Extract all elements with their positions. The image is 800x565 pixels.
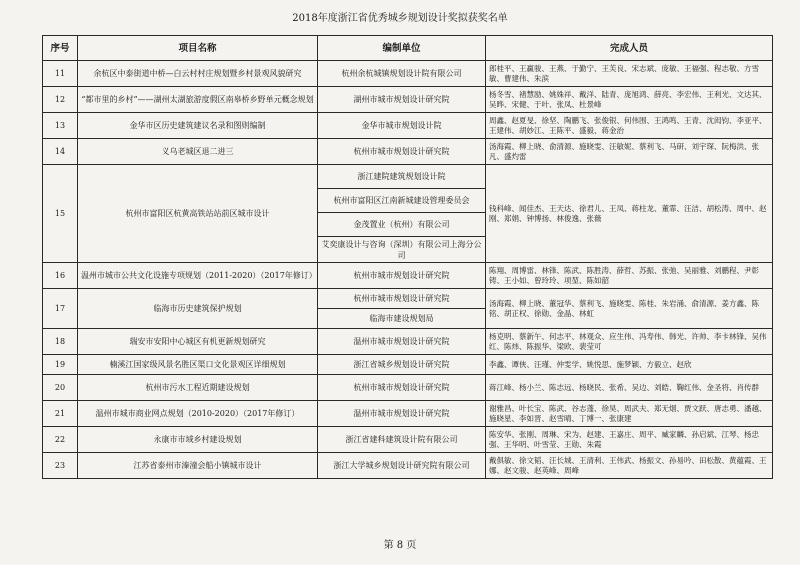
table-body [43, 61, 773, 479]
team-members: 郎桂平、王赢骏、王燕、于勤宁、王芙良、宋志斌、庞敏、王福强、程志敬、方雪敏、曹建伟、朱滨 [486, 61, 773, 87]
header-project-name: 项目名称 [78, 36, 318, 61]
compiling-unit: 温州市城市规划设计研究院 [318, 329, 486, 355]
team-members: 杨冬雪、褚慧励、姚姝祥、戴洋、陆青、庞旭鸿、薛亮、李宏伟、王利光、文达其、吴晔、宋健、于叶、张凤、杜景峰 [486, 87, 773, 113]
row-number: 13 [43, 113, 78, 139]
compiling-unit: 浙江大学城乡规划设计研究院有限公司 [318, 453, 486, 479]
team-members: 戴俱敏、徐文韬、汪长城、王清利、王伟武、杨振文、孙易吟、田松散、黄蕴霞、王娜、赵文骏、赵英峰、周峰 [486, 453, 773, 479]
project-name: 温州市城市公共文化设施专项规划（2011-2020）（2017年修订） [78, 263, 318, 289]
project-name: 金华市区历史建筑建议名录和图则编制 [78, 113, 318, 139]
compiling-unit: 艾奕康设计与咨询（深圳）有限公司上海分公司 [318, 237, 486, 263]
project-name: “都市里的乡村”——湖州太湖旅游度假区南皋桥乡野单元概念规划 [78, 87, 318, 113]
row-number: 16 [43, 263, 78, 289]
team-members: 杨克明、蔡新午、何志平、林观众、应生伟、冯寿伟、韩光、许帅、李卡林锋、吴伟红、陈炜、陈振华、梁欧、裴莹可 [486, 329, 773, 355]
team-members: 陈翔、周博雷、林锋、陈武、陈胜涛、薛哲、苏振、张弛、吴丽雅、刘鹏程、尹彰铸、王小如、曾玲玲、项堃、陈如韶 [486, 263, 773, 289]
row-number: 20 [43, 375, 78, 401]
header-team-members: 完成人员 [486, 36, 773, 61]
row-number: 19 [43, 355, 78, 375]
table-row [43, 165, 773, 189]
table-row [43, 427, 773, 453]
table-row [43, 139, 773, 165]
project-name: 瑞安市安阳中心城区有机更新规划研究 [78, 329, 318, 355]
team-members: 周鑫、赵夏旻、徐坚、陶鹏飞、张俊银、何伟围、王鸿鸣、王青、沈闳钧、李亚平、王建伟、胡妙江、王陈平、盛毅、蒋金治 [486, 113, 773, 139]
table-row [43, 453, 773, 479]
row-number: 21 [43, 401, 78, 427]
project-name: 临海市历史建筑保护规划 [78, 289, 318, 329]
table-row [43, 375, 773, 401]
row-number: 15 [43, 165, 78, 263]
row-number: 17 [43, 289, 78, 329]
compiling-unit: 临海市建设规划局 [318, 309, 486, 329]
table-row [43, 113, 773, 139]
compiling-unit: 杭州余杭城镇规划设计院有限公司 [318, 61, 486, 87]
compiling-unit: 杭州市城市规划设计研究院 [318, 263, 486, 289]
project-name: 义乌老城区退二进三 [78, 139, 318, 165]
team-members: 李鑫、谭俠、汪瑾、仲雯学、姚悦思、施梦颖、方毅立、赵欣 [486, 355, 773, 375]
compiling-unit: 金茂置业（杭州）有限公司 [318, 213, 486, 237]
project-name: 余杭区中泰街道中桥—白云村村庄规划暨乡村景观风貌研究 [78, 61, 318, 87]
table-row [43, 329, 773, 355]
compiling-unit: 温州市城市规划设计研究院 [318, 401, 486, 427]
compiling-unit: 浙江省城乡规划设计研究院 [318, 355, 486, 375]
team-members: 陈安华、张刚、周琳、宋为、赵建、王嘉庄、周平、臧家麟、孙启斌、江琴、杨忠强、王华明、叶雪莹、王勋、朱霞 [486, 427, 773, 453]
row-number: 12 [43, 87, 78, 113]
compiling-unit: 杭州市城市规划设计研究院 [318, 139, 486, 165]
project-name: 杭州市污水工程近期建设规划 [78, 375, 318, 401]
row-number: 11 [43, 61, 78, 87]
team-members: 钱科峰、闻佳杰、王天达、徐君儿、王凤、蒋柱龙、董霏、汪洁、胡松涛、周中、赵刚、郑娟、钟博扬、林俊逸、张薇 [486, 165, 773, 263]
row-number: 23 [43, 453, 78, 479]
table-row [43, 355, 773, 375]
compiling-unit: 杭州市富阳区江南新城建设管理委员会 [318, 189, 486, 213]
team-members: 汤海霞、柳上晓、董冠华、蔡利飞、施晓雯、陈桂、朱岩涌、俞清源、姜方鑫、陈铭、胡正权、徐勋、金晶、林虹 [486, 289, 773, 329]
team-members: 谢雅昌、叶长宝、陈武、谷志蓬、徐昊、周武夫、郑无烟、贾文跃、唐志勇、潘越、施晓星、李如晋、赵雪晴、丁博一、张康建 [486, 401, 773, 427]
table-row [43, 401, 773, 427]
document-title: 2018年度浙江省优秀城乡规划设计奖拟获奖名单 [292, 13, 508, 24]
row-number: 14 [43, 139, 78, 165]
header-number: 序号 [43, 36, 78, 61]
team-members: 蒋江峰、杨小兰、陈志远、杨晓民、张希、吴边、刘皓、鞠红伟、金圣将、肖传群 [486, 375, 773, 401]
project-name: 温州市城市商业网点规划（2010-2020）（2017年修订） [78, 401, 318, 427]
project-name: 杭州市富阳区杭黄高铁站站前区城市设计 [78, 165, 318, 263]
team-members: 汤海霞、柳上晓、俞清源、施晓雯、汪敏妮、蔡利飞、马研、刘宇琛、阮梅洪、张凡、盛灼雷 [486, 139, 773, 165]
table-row [43, 289, 773, 309]
project-name: 永康市市域乡村建设规划 [78, 427, 318, 453]
award-table [42, 35, 773, 479]
table-row [43, 263, 773, 289]
compiling-unit: 浙江建院建筑规划设计院 [318, 165, 486, 189]
compiling-unit: 杭州市城市规划设计研究院 [318, 375, 486, 401]
page-number: 第 8 页 [383, 540, 417, 551]
compiling-unit: 浙江省建科建筑设计院有限公司 [318, 427, 486, 453]
header-compiling-unit: 编制单位 [318, 36, 486, 61]
compiling-unit: 湖州市城市规划设计研究院 [318, 87, 486, 113]
compiling-unit: 金华市城市规划设计院 [318, 113, 486, 139]
row-number: 22 [43, 427, 78, 453]
compiling-unit: 杭州市城市规划设计研究院 [318, 289, 486, 309]
project-name: 楠溪江国家级风景名胜区渠口文化景观区详细规划 [78, 355, 318, 375]
table-row [43, 61, 773, 87]
table-row [43, 87, 773, 113]
table-header-row [43, 36, 773, 61]
row-number: 18 [43, 329, 78, 355]
project-name: 江苏省泰州市溱潼会船小镇城市设计 [78, 453, 318, 479]
